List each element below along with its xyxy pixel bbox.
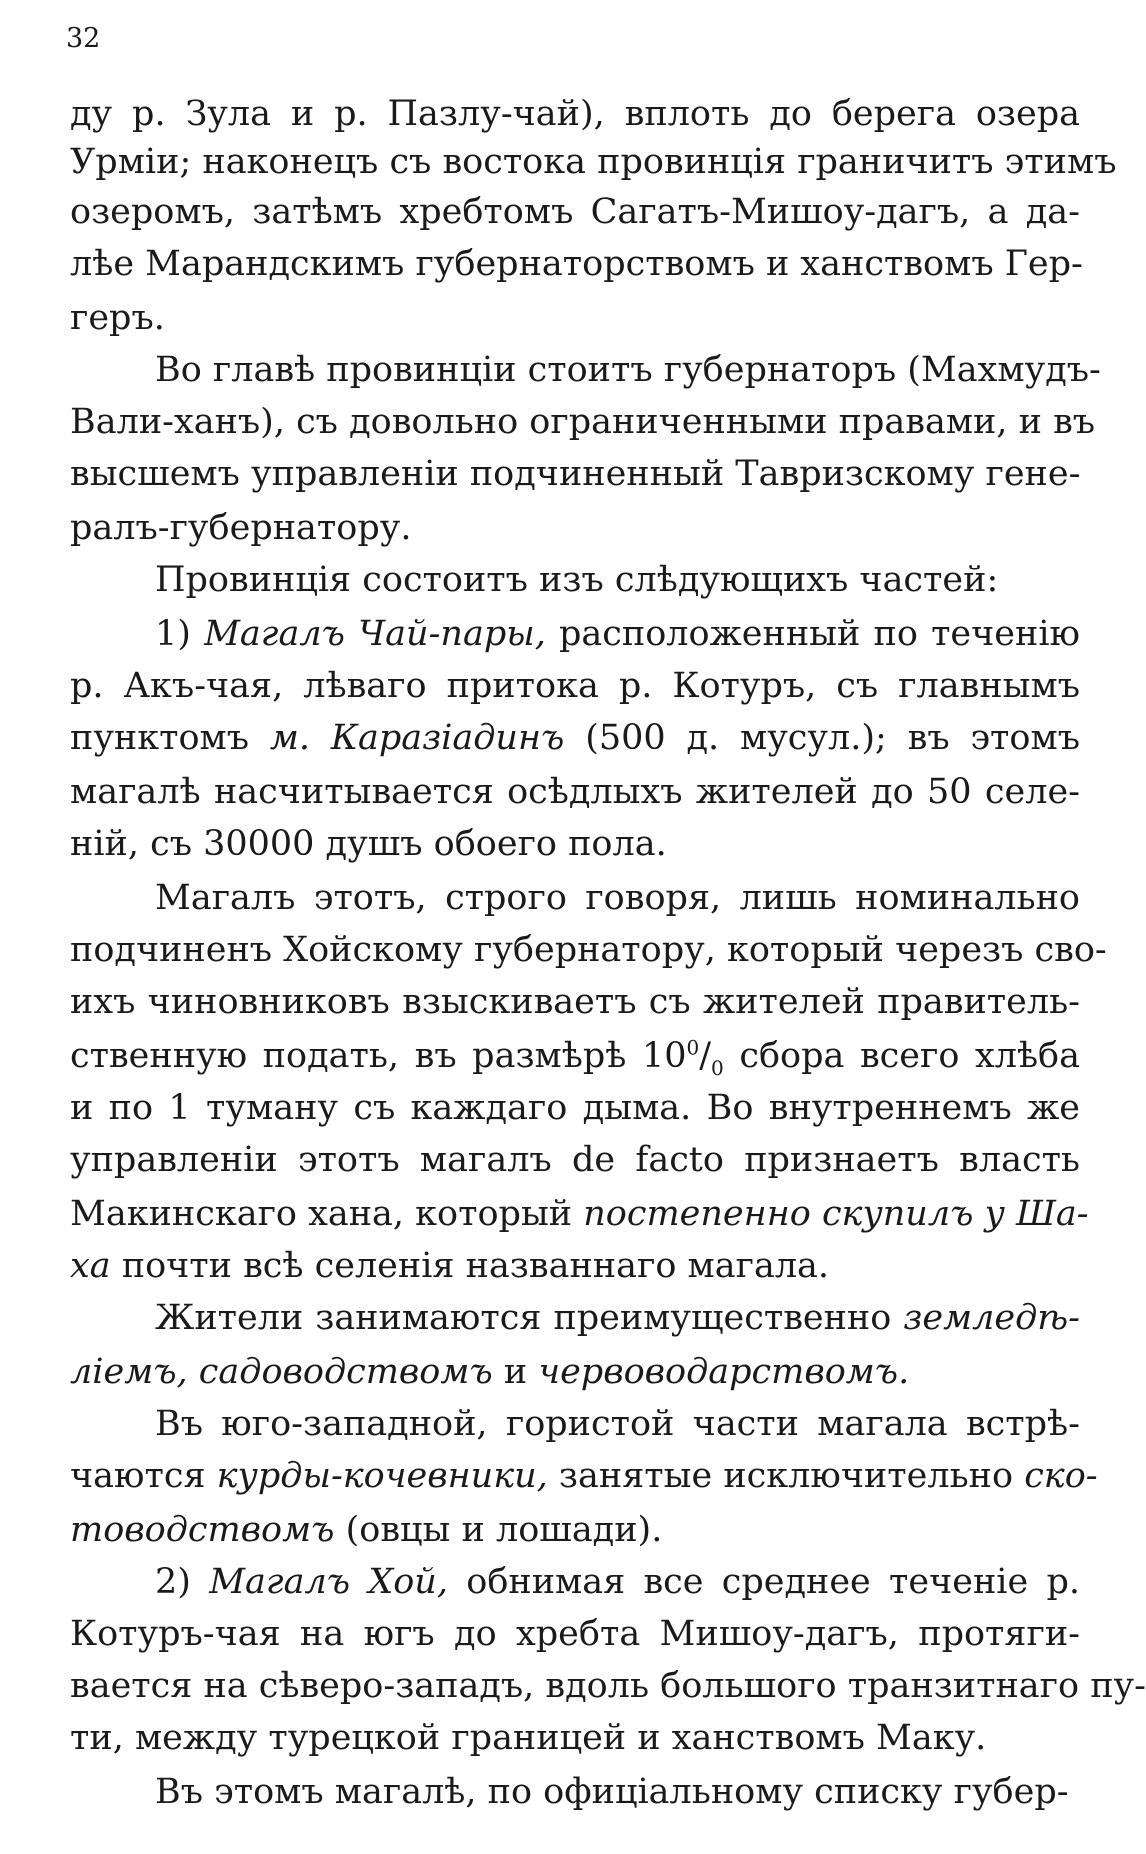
text-run: 2) xyxy=(155,1562,210,1602)
text-run: Въ юго-западной, гористой части магала встрѣ- xyxy=(155,1404,1080,1444)
italic-text-run: товодствомъ xyxy=(70,1510,335,1550)
text-line xyxy=(155,1292,1080,1344)
text-run: Магалъ этотъ, строго говоря, лишь номинально xyxy=(155,878,1080,918)
text-run: сбора всего хлѣба xyxy=(723,1036,1080,1076)
italic-text-run: Магалъ Чай-пары, xyxy=(204,614,546,654)
text-run: занятые исключительно xyxy=(547,1456,1025,1496)
text-line xyxy=(155,344,1101,396)
text-run: ти, между турецкой границей и ханствомъ Маку. xyxy=(70,1718,987,1758)
text-line xyxy=(155,1556,1080,1608)
text-run: почти всѣ селенія названнаго магала. xyxy=(110,1246,830,1286)
text-run: управленіи этотъ магалъ de facto признаетъ власть xyxy=(70,1140,1080,1180)
text-run: ду р. Зула и р. Пазлу-чай), вплоть до берега озера xyxy=(70,94,1080,134)
text-line xyxy=(70,1608,1080,1660)
text-line xyxy=(70,1660,1146,1712)
text-run: Въ этомъ магалѣ, по офиціальному списку губер- xyxy=(155,1772,1069,1812)
text-run: 1) xyxy=(155,614,205,654)
text-line xyxy=(70,88,1080,140)
text-line xyxy=(70,1188,1089,1240)
text-run: чаются xyxy=(70,1456,217,1496)
text-line xyxy=(70,1504,1080,1556)
text-line xyxy=(155,1398,1080,1450)
text-line xyxy=(70,136,1117,188)
text-line xyxy=(70,238,1083,290)
text-line xyxy=(70,1030,1080,1082)
text-run: ній, съ 30000 душъ обоего пола. xyxy=(70,824,667,864)
italic-text-run: ха xyxy=(70,1246,111,1286)
text-run: Котуръ-чая на югъ до хребта Мишоу-дагъ, протяги- xyxy=(70,1614,1080,1654)
text-line xyxy=(70,766,1080,818)
italic-text-run: Магалъ Хой, xyxy=(209,1562,448,1602)
italic-text-run: курды-кочевники, xyxy=(216,1456,548,1496)
text-run: / xyxy=(699,1036,712,1076)
text-run: обнимая все среднее теченіе р. xyxy=(447,1562,1080,1602)
text-run: ихъ чиновниковъ взыскиваетъ съ жителей правитель- xyxy=(70,982,1080,1022)
page-number: 32 xyxy=(66,23,101,54)
text-line xyxy=(70,1082,1080,1134)
text-run: озеромъ, затѣмъ хребтомъ Сагатъ-Мишоу-дагъ, а да- xyxy=(70,192,1080,232)
text-run: Урміи; наконецъ съ востока провинція граничитъ этимъ xyxy=(70,142,1117,182)
text-run: подчиненъ Хойскому губернатору, который черезъ сво- xyxy=(70,930,1107,970)
italic-text-run: постепенно скупилъ у Ша- xyxy=(583,1194,1089,1234)
italic-text-run: земледѣ- xyxy=(903,1298,1080,1338)
subscript: 0 xyxy=(711,1056,724,1080)
text-line xyxy=(70,502,1080,554)
text-line xyxy=(70,712,1080,764)
text-line xyxy=(155,554,1080,606)
text-run: (500 д. мусул.); въ этомъ xyxy=(564,718,1080,758)
text-line xyxy=(70,976,1080,1028)
text-run: Жители занимаются преимущественно xyxy=(155,1298,904,1338)
text-run: магалѣ насчитывается осѣдлыхъ жителей до 50 селе- xyxy=(70,772,1080,812)
text-run: Провинція состоитъ изъ слѣдующихъ частей: xyxy=(155,560,999,600)
text-line xyxy=(155,872,1080,924)
text-run: Макинскаго хана, который xyxy=(70,1194,584,1234)
text-line xyxy=(70,1450,1098,1502)
text-run: расположенный по теченію xyxy=(545,614,1080,654)
text-run: и xyxy=(492,1352,539,1392)
text-line xyxy=(70,660,1080,712)
superscript: 0 xyxy=(686,1035,700,1060)
text-line xyxy=(70,396,1096,448)
text-run: ралъ-губернатору. xyxy=(70,508,412,548)
text-run: Вали-ханъ), съ довольно ограниченными правами, и въ xyxy=(70,402,1096,442)
text-line xyxy=(70,1346,1080,1398)
text-line xyxy=(70,818,1080,870)
text-line xyxy=(70,1134,1080,1186)
text-run: высшемъ управленіи подчиненный Тавризскому гене- xyxy=(70,454,1081,494)
text-line xyxy=(70,1240,1080,1292)
text-run: пунктомъ xyxy=(70,718,270,758)
italic-text-run: ско- xyxy=(1024,1456,1098,1496)
italic-text-run: червоводарствомъ. xyxy=(538,1352,910,1392)
text-run: Во главѣ провинціи стоитъ губернаторъ (Махмудъ- xyxy=(155,350,1101,390)
italic-text-run: м. Каразіадинъ xyxy=(269,718,565,758)
text-run: ственную подать, въ размѣрѣ 10 xyxy=(70,1036,687,1076)
text-run: вается на сѣверо-западъ, вдоль большого транзитнаго пу- xyxy=(70,1666,1146,1706)
text-run: лѣе Марандскимъ губернаторствомъ и ханствомъ Гер- xyxy=(70,244,1083,284)
text-line xyxy=(70,186,1080,238)
text-line xyxy=(155,608,1080,660)
text-run: (овцы и лошади). xyxy=(334,1510,663,1550)
text-line xyxy=(70,448,1080,500)
text-run: геръ. xyxy=(70,298,165,338)
text-line xyxy=(70,292,1080,344)
text-run: и по 1 туману съ каждаго дыма. Во внутреннемъ же xyxy=(70,1088,1080,1128)
text-line xyxy=(70,924,1107,976)
text-run: р. Акъ-чая, лѣваго притока р. Котуръ, съ главнымъ xyxy=(70,666,1080,706)
text-line xyxy=(155,1766,1080,1818)
italic-text-run: ліемъ, садоводствомъ xyxy=(70,1352,493,1392)
text-line xyxy=(70,1712,1080,1764)
